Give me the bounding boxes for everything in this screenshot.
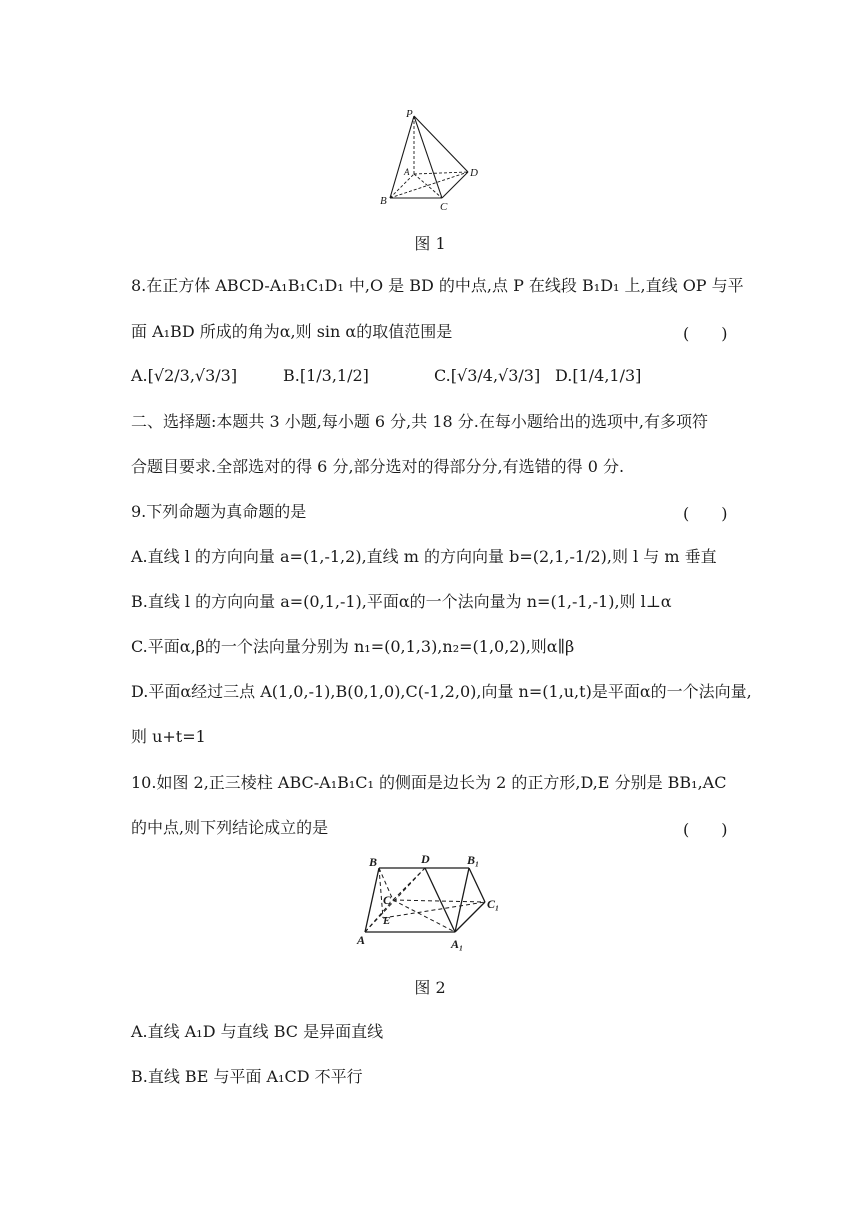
q10-line-1: 10.如图 2,正三棱柱 ABC-A₁B₁C₁ 的侧面是边长为 2 的正方形,D,E 分别是 BB₁,AC — [131, 773, 727, 792]
label-c: C — [440, 201, 448, 212]
label-c: C — [383, 893, 392, 907]
label-b1: B₁ — [467, 853, 480, 867]
figure-1-caption: 图 1 — [414, 234, 446, 253]
section-2-line-1: 二、选择题:本题共 3 小题,每小题 6 分,共 18 分.在每小题给出的选项中,有多项符 — [131, 412, 708, 431]
q8-line-2: 面 A₁BD 所成的角为α,则 sin α的取值范围是 — [131, 322, 453, 341]
q8-option-d: D.[1/4,1/3] — [555, 366, 642, 385]
label-b: B — [380, 195, 387, 207]
figure-1-pyramid — [370, 104, 490, 212]
figure-2-caption: 图 2 — [414, 978, 446, 997]
q10-answer-paren: ( ) — [683, 820, 728, 839]
q9-option-c: C.平面α,β的一个法向量分别为 n₁=(0,1,3),n₂=(1,0,2),则α∥β — [131, 637, 575, 656]
label-a: A — [357, 933, 366, 947]
label-e: E — [383, 915, 391, 927]
q10-line-2: 的中点,则下列结论成立的是 — [131, 818, 329, 837]
q9-option-a: A.直线 l 的方向向量 a=(1,-1,2),直线 m 的方向向量 b=(2,1,-1/2),则 l 与 m 垂直 — [131, 547, 717, 566]
q8-answer-paren: ( ) — [683, 324, 728, 343]
label-a1: A₁ — [451, 937, 464, 951]
q8-line-1: 8.在正方体 ABCD-A₁B₁C₁D₁ 中,O 是 BD 的中点,点 P 在线段 B₁D₁ 上,直线 OP 与平 — [131, 276, 744, 295]
q9-option-d-line-2: 则 u+t=1 — [131, 727, 206, 746]
q9-answer-paren: ( ) — [683, 504, 728, 523]
label-c1: C₁ — [487, 897, 500, 911]
q8-option-a: A.[√2/3,√3/3] — [131, 366, 238, 385]
label-b: B — [369, 855, 378, 869]
section-2-line-2: 合题目要求.全部选对的得 6 分,部分选对的得部分分,有选错的得 0 分. — [131, 457, 625, 476]
label-d: D — [421, 852, 430, 866]
q9-stem: 9.下列命题为真命题的是 — [131, 502, 307, 521]
q8-option-c: C.[√3/4,√3/3] — [434, 366, 541, 385]
q10-option-a: A.直线 A₁D 与直线 BC 是异面直线 — [131, 1022, 384, 1041]
figure-2-prism — [355, 850, 515, 954]
q9-option-b: B.直线 l 的方向向量 a=(0,1,-1),平面α的一个法向量为 n=(1,-1,-1),则 l⊥α — [131, 592, 672, 611]
label-d: D — [470, 167, 478, 179]
label-p: P — [406, 108, 413, 120]
q8-option-b: B.[1/3,1/2] — [283, 366, 369, 385]
q10-option-b: B.直线 BE 与平面 A₁CD 不平行 — [131, 1067, 363, 1086]
q9-option-d-line-1: D.平面α经过三点 A(1,0,-1),B(0,1,0),C(-1,2,0),向量 n=(1,u,t)是平面α的一个法向量, — [131, 682, 752, 701]
label-a: A — [404, 167, 410, 177]
